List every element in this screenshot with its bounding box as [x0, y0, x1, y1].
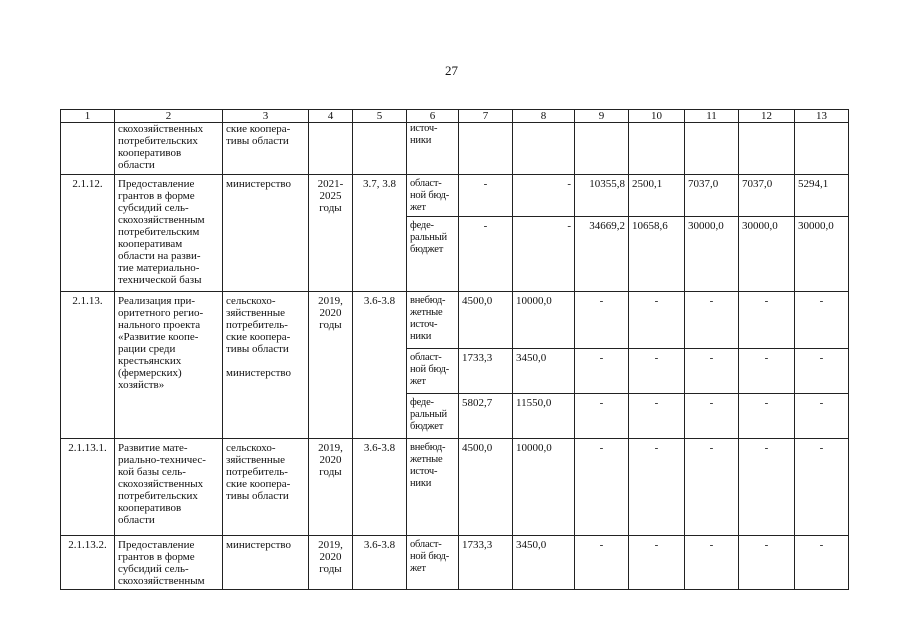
row-number: 2.1.13. — [61, 292, 115, 439]
value-col9: 34669,2 — [575, 217, 629, 292]
value-col10: - — [629, 439, 685, 536]
value-col12: - — [739, 439, 795, 536]
period — [309, 123, 353, 175]
value-col7: 4500,0 — [459, 439, 513, 536]
col-header-11: 11 — [685, 110, 739, 123]
value-col10: - — [629, 394, 685, 439]
value-col12: 7037,0 — [739, 175, 795, 217]
executor-ministry: министерство — [226, 367, 292, 379]
program-table — [60, 109, 849, 590]
table-row — [61, 536, 849, 590]
col-header-1: 1 — [61, 110, 115, 123]
measure-name: Предоставление грантов в форме субсидий сель- скохозяйственным потребительским кооперативам области на разви- тие материально- технической базы — [115, 175, 223, 292]
col-header-3: 3 — [223, 110, 309, 123]
executor — [223, 292, 309, 439]
value-col11: - — [685, 394, 739, 439]
table-row — [61, 439, 849, 536]
value-col7: 1733,3 — [459, 536, 513, 590]
value-col9: - — [575, 439, 629, 536]
row-number: 2.1.13.2. — [61, 536, 115, 590]
executor: ские коопера- тивы области — [223, 123, 309, 175]
value-col8: 3450,0 — [513, 349, 575, 394]
col-header-9: 9 — [575, 110, 629, 123]
value-col12: - — [739, 536, 795, 590]
funding-source: феде- ральный бюджет — [407, 217, 459, 292]
period: 2021- 2025 годы — [309, 175, 353, 292]
indicators: 3.7, 3.8 — [353, 175, 407, 292]
value-col11: 7037,0 — [685, 175, 739, 217]
value-col9: 10355,8 — [575, 175, 629, 217]
value-col9: - — [575, 349, 629, 394]
value-col8: - — [513, 175, 575, 217]
executor: сельскохо- зяйственные потребитель- ские коопера- тивы области — [223, 439, 309, 536]
funding-source: внебюд- жетные источ- ники — [407, 439, 459, 536]
row-number — [61, 123, 115, 175]
funding-source: област- ной бюд- жет — [407, 536, 459, 590]
value-col11: - — [685, 292, 739, 349]
indicators: 3.6-3.8 — [353, 536, 407, 590]
value-col7: 1733,3 — [459, 349, 513, 394]
value-col13: - — [795, 536, 849, 590]
table-row — [61, 292, 849, 349]
value-col8: - — [513, 217, 575, 292]
value-col11: - — [685, 536, 739, 590]
value-col8: 3450,0 — [513, 536, 575, 590]
funding-source: област- ной бюд- жет — [407, 349, 459, 394]
value-col7: 4500,0 — [459, 292, 513, 349]
period: 2019, 2020 годы — [309, 292, 353, 439]
value-col9: - — [575, 394, 629, 439]
value-col10: - — [629, 292, 685, 349]
period: 2019, 2020 годы — [309, 439, 353, 536]
value-col12: - — [739, 394, 795, 439]
column-number-row — [61, 110, 849, 123]
indicators: 3.6-3.8 — [353, 292, 407, 439]
measure-name: Предоставление грантов в форме субсидий сель- скохозяйственным — [115, 536, 223, 590]
value-col10: - — [629, 536, 685, 590]
col-header-13: 13 — [795, 110, 849, 123]
col-header-2: 2 — [115, 110, 223, 123]
value-col8: 11550,0 — [513, 394, 575, 439]
measure-name: Реализация при- оритетного регио- нального проекта «Развитие коопе- рации среди крестьянских (фермерских) хозяйств» — [115, 292, 223, 439]
row-number: 2.1.12. — [61, 175, 115, 292]
measure-name: скохозяйственных потребительских кооперативов области — [115, 123, 223, 175]
value-col13: - — [795, 349, 849, 394]
value-col12: 30000,0 — [739, 217, 795, 292]
value-col9: - — [575, 536, 629, 590]
value-col11: - — [685, 349, 739, 394]
executor: министерство — [223, 536, 309, 590]
value-col7: - — [459, 217, 513, 292]
value-col13: 5294,1 — [795, 175, 849, 217]
value-col13: 30000,0 — [795, 217, 849, 292]
col-header-8: 8 — [513, 110, 575, 123]
value-col13: - — [795, 439, 849, 536]
value-col8: 10000,0 — [513, 439, 575, 536]
executor-cooperatives: сельскохо- зяйственные потребитель- ские коопера- тивы области — [226, 295, 291, 355]
value-col11: 30000,0 — [685, 217, 739, 292]
col-header-12: 12 — [739, 110, 795, 123]
period: 2019, 2020 годы — [309, 536, 353, 590]
col-header-7: 7 — [459, 110, 513, 123]
indicators: 3.6-3.8 — [353, 439, 407, 536]
value-col12: - — [739, 292, 795, 349]
value-col7: 5802,7 — [459, 394, 513, 439]
value-col13: - — [795, 292, 849, 349]
col-header-4: 4 — [309, 110, 353, 123]
indicators — [353, 123, 407, 175]
executor: министерство — [223, 175, 309, 292]
value-col10: 10658,6 — [629, 217, 685, 292]
col-header-5: 5 — [353, 110, 407, 123]
funding-source: феде- ральный бюджет — [407, 394, 459, 439]
value-col10: - — [629, 349, 685, 394]
value-col8: 10000,0 — [513, 292, 575, 349]
page-number: 27 — [445, 63, 458, 78]
col-header-10: 10 — [629, 110, 685, 123]
funding-source: област- ной бюд- жет — [407, 175, 459, 217]
funding-source: источ- ники — [407, 123, 459, 175]
value-col11: - — [685, 439, 739, 536]
value-col12: - — [739, 349, 795, 394]
table-row — [61, 123, 849, 175]
funding-source: внебюд- жетные источ- ники — [407, 292, 459, 349]
measure-name: Развитие мате- риально-техничес- кой базы сель- скохозяйственных потребительских кооперативов области — [115, 439, 223, 536]
col-header-6: 6 — [407, 110, 459, 123]
value-col9: - — [575, 292, 629, 349]
row-number: 2.1.13.1. — [61, 439, 115, 536]
value-col10: 2500,1 — [629, 175, 685, 217]
value-col7: - — [459, 175, 513, 217]
table-row — [61, 175, 849, 217]
value-col13: - — [795, 394, 849, 439]
